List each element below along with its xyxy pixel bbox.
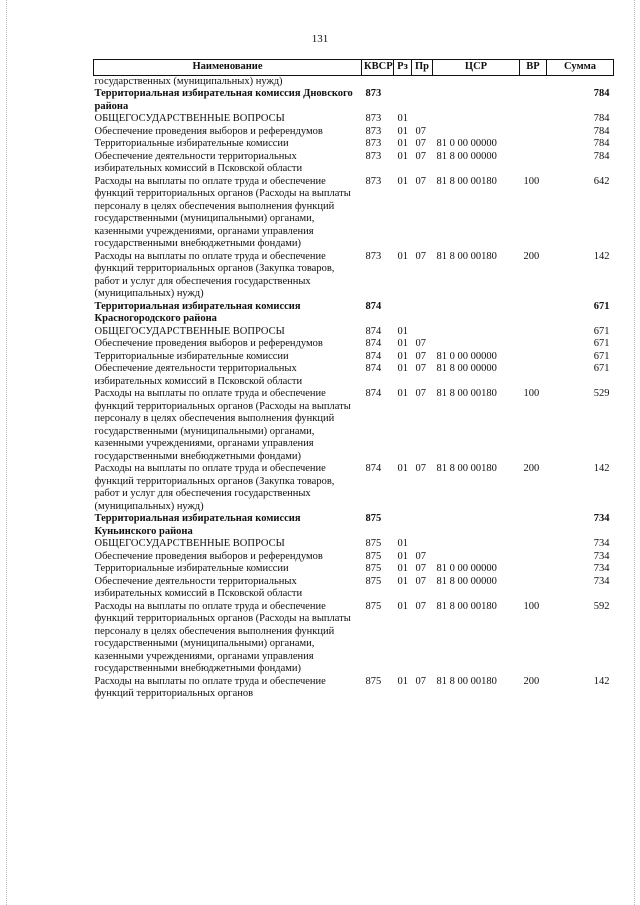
header-kvsr: КВСР xyxy=(362,60,394,76)
table-body xyxy=(94,75,614,701)
cell-sum: 784 xyxy=(593,88,610,99)
cell-vr xyxy=(520,138,547,151)
cell-sum: 529 xyxy=(593,388,610,399)
cell-csr: 81 8 00 00000 xyxy=(436,363,497,374)
header-pr: Пр xyxy=(412,60,433,76)
cell-sum: 142 xyxy=(593,675,610,687)
cell-sum: 784 xyxy=(593,125,610,137)
cell-sum: 734 xyxy=(593,575,610,587)
cell-vr xyxy=(520,563,547,576)
cell-pr: 07 xyxy=(415,175,426,187)
cell-csr: 81 8 00 00180 xyxy=(436,600,497,612)
cell-csr: 81 8 00 00180 xyxy=(436,388,497,399)
cell-vr xyxy=(520,576,547,601)
table-row xyxy=(94,463,614,513)
cell-vr: 100 xyxy=(523,175,540,187)
scan-edge-right xyxy=(634,0,636,905)
cell-kvsr: 874 xyxy=(365,463,382,474)
cell-name: государственных (муниципальных) нужд) xyxy=(94,75,283,87)
cell-sum: 734 xyxy=(593,563,610,574)
cell-pr: 07 xyxy=(415,138,426,149)
table-row xyxy=(94,75,614,88)
cell-name: Обеспечение деятельности территориальных избирательных комиссий в Псковской области xyxy=(94,363,303,387)
table-row xyxy=(94,251,614,301)
cell-pr: 07 xyxy=(415,550,426,562)
table-row xyxy=(94,513,614,538)
cell-csr: 81 8 00 00000 xyxy=(436,575,497,587)
cell-rz: 01 xyxy=(397,338,408,349)
cell-name: Территориальные избирательные комиссии xyxy=(94,350,289,362)
cell-vr xyxy=(520,75,547,88)
cell-csr xyxy=(433,126,520,139)
cell-csr: 81 0 00 00000 xyxy=(436,138,497,149)
table-row xyxy=(94,113,614,126)
cell-sum: 734 xyxy=(593,550,610,562)
cell-vr xyxy=(520,551,547,564)
cell-pr xyxy=(412,88,433,113)
cell-vr xyxy=(520,351,547,364)
cell-sum: 784 xyxy=(593,113,610,124)
cell-name: Обеспечение деятельности территориальных избирательных комиссий в Псковской области xyxy=(94,150,303,174)
cell-kvsr: 875 xyxy=(365,675,382,687)
cell-sum xyxy=(547,75,614,88)
cell-vr xyxy=(520,513,547,538)
cell-name: Расходы на выплаты по оплате труда и обеспечение функций территориальных органов (Расходы на выплаты персоналу в целях обеспечения выполнения функций государственными (муниципальными) органами, казенными учреждениями, органами управления государственными внебюджетными фондами) xyxy=(94,175,351,249)
cell-kvsr: 873 xyxy=(365,175,382,187)
cell-sum: 592 xyxy=(593,600,610,612)
cell-kvsr: 873 xyxy=(365,250,382,262)
cell-kvsr: 875 xyxy=(365,550,382,562)
header-rz: Рз xyxy=(394,60,412,76)
cell-name: Территориальные избирательные комиссии xyxy=(94,138,289,149)
cell-rz: 01 xyxy=(397,363,408,374)
cell-rz: 01 xyxy=(397,175,408,187)
page-number: 131 xyxy=(311,33,329,45)
cell-csr: 81 8 00 00180 xyxy=(436,175,497,187)
cell-name: Обеспечение проведения выборов и референдумов xyxy=(94,550,323,562)
cell-kvsr: 873 xyxy=(365,113,382,124)
cell-csr: 81 0 00 00000 xyxy=(436,563,497,574)
cell-name: Обеспечение деятельности территориальных избирательных комиссий в Псковской области xyxy=(94,575,303,599)
cell-sum: 642 xyxy=(593,175,610,187)
cell-csr xyxy=(433,338,520,351)
table-row xyxy=(94,88,614,113)
cell-pr xyxy=(412,75,433,88)
cell-pr xyxy=(412,538,433,551)
table-row xyxy=(94,151,614,176)
cell-csr: 81 8 00 00180 xyxy=(436,675,497,687)
cell-kvsr: 874 xyxy=(365,350,382,362)
cell-pr: 07 xyxy=(415,150,426,162)
table-row xyxy=(94,551,614,564)
cell-vr: 100 xyxy=(523,600,540,612)
header-vr: ВР xyxy=(520,60,547,76)
cell-pr xyxy=(412,326,433,339)
cell-kvsr: 874 xyxy=(365,363,382,374)
cell-name: ОБЩЕГОСУДАРСТВЕННЫЕ ВОПРОСЫ xyxy=(94,538,285,549)
cell-sum: 671 xyxy=(593,363,610,374)
cell-kvsr: 873 xyxy=(365,125,382,137)
table-row xyxy=(94,363,614,388)
cell-rz: 01 xyxy=(397,463,408,474)
cell-kvsr: 874 xyxy=(365,388,382,399)
cell-name: ОБЩЕГОСУДАРСТВЕННЫЕ ВОПРОСЫ xyxy=(94,325,285,337)
cell-pr: 07 xyxy=(415,338,426,349)
cell-name: ОБЩЕГОСУДАРСТВЕННЫЕ ВОПРОСЫ xyxy=(94,113,285,124)
cell-rz: 01 xyxy=(397,600,408,612)
cell-sum: 142 xyxy=(593,463,610,474)
cell-kvsr: 874 xyxy=(365,325,382,337)
cell-vr: 100 xyxy=(523,388,540,399)
header-csr: ЦСР xyxy=(433,60,520,76)
cell-pr: 07 xyxy=(415,600,426,612)
cell-csr: 81 8 00 00000 xyxy=(436,150,497,162)
cell-vr: 200 xyxy=(523,250,540,262)
table-row xyxy=(94,388,614,463)
cell-kvsr: 874 xyxy=(365,338,382,349)
cell-kvsr: 873 xyxy=(365,88,382,99)
cell-pr: 07 xyxy=(415,388,426,399)
cell-pr: 07 xyxy=(415,363,426,374)
cell-sum: 734 xyxy=(593,538,610,549)
cell-name: Расходы на выплаты по оплате труда и обеспечение функций территориальных органов (Закупка товаров, работ и услуг для обеспечения государственных (муниципальных) нужд) xyxy=(94,463,335,512)
table-row xyxy=(94,126,614,139)
cell-name: Расходы на выплаты по оплате труда и обеспечение функций территориальных органов (Расходы на выплаты персоналу в целях обеспечения выполнения функций государственными (муниципальными) органами, казенными учреждениями, органами управления государственными внебюджетными фондами) xyxy=(94,600,351,674)
cell-name: Расходы на выплаты по оплате труда и обеспечение функций территориальных органов (Расходы на выплаты персоналу в целях обеспечения выполнения функций государственными (муниципальными) органами, казенными учреждениями, органами управления государственными внебюджетными фондами) xyxy=(94,388,351,462)
cell-csr: 81 8 00 00180 xyxy=(436,463,497,474)
header-name: Наименование xyxy=(94,60,362,76)
cell-vr xyxy=(520,126,547,139)
cell-rz xyxy=(394,75,412,88)
cell-vr: 200 xyxy=(523,463,540,474)
table-row xyxy=(94,563,614,576)
cell-rz: 01 xyxy=(397,350,408,362)
cell-csr xyxy=(433,538,520,551)
cell-name: Территориальная избирательная комиссия Дновского района xyxy=(94,88,353,112)
cell-rz: 01 xyxy=(397,538,408,549)
cell-kvsr xyxy=(362,75,394,88)
cell-rz: 01 xyxy=(397,138,408,149)
cell-kvsr: 875 xyxy=(365,513,382,524)
cell-vr xyxy=(520,326,547,339)
cell-sum: 671 xyxy=(593,350,610,362)
cell-rz xyxy=(394,301,412,326)
cell-sum: 784 xyxy=(593,138,610,149)
cell-vr xyxy=(520,338,547,351)
cell-csr xyxy=(433,513,520,538)
cell-rz: 01 xyxy=(397,388,408,399)
cell-vr: 200 xyxy=(523,675,540,687)
table-row xyxy=(94,301,614,326)
cell-vr xyxy=(520,301,547,326)
cell-pr: 07 xyxy=(415,575,426,587)
cell-kvsr: 875 xyxy=(365,538,382,549)
table-row xyxy=(94,601,614,676)
cell-pr: 07 xyxy=(415,675,426,687)
cell-name: Расходы на выплаты по оплате труда и обеспечение функций территориальных органов (Закупка товаров, работ и услуг для обеспечения государственных (муниципальных) нужд) xyxy=(94,250,335,299)
table-row xyxy=(94,338,614,351)
cell-pr xyxy=(412,513,433,538)
cell-sum: 671 xyxy=(593,338,610,349)
cell-csr: 81 8 00 00180 xyxy=(436,250,497,262)
table-row xyxy=(94,538,614,551)
cell-name: Обеспечение проведения выборов и референдумов xyxy=(94,338,323,349)
cell-sum: 784 xyxy=(593,150,610,162)
table-row xyxy=(94,326,614,339)
cell-kvsr: 874 xyxy=(365,300,382,312)
cell-pr: 07 xyxy=(415,563,426,574)
cell-vr xyxy=(520,151,547,176)
cell-sum: 142 xyxy=(593,250,610,262)
cell-rz: 01 xyxy=(397,575,408,587)
cell-pr: 07 xyxy=(415,250,426,262)
cell-sum: 671 xyxy=(593,300,610,312)
cell-name: Территориальные избирательные комиссии xyxy=(94,563,289,574)
cell-csr xyxy=(433,75,520,88)
cell-name: Расходы на выплаты по оплате труда и обеспечение функций территориальных органов xyxy=(94,675,326,699)
cell-rz: 01 xyxy=(397,550,408,562)
cell-pr: 07 xyxy=(415,463,426,474)
cell-rz: 01 xyxy=(397,150,408,162)
table-row xyxy=(94,676,614,701)
cell-vr xyxy=(520,88,547,113)
table-row xyxy=(94,138,614,151)
table-header-row xyxy=(94,60,614,76)
cell-vr xyxy=(520,538,547,551)
cell-kvsr: 875 xyxy=(365,575,382,587)
cell-rz: 01 xyxy=(397,250,408,262)
cell-csr xyxy=(433,301,520,326)
cell-kvsr: 875 xyxy=(365,563,382,574)
table-row xyxy=(94,576,614,601)
cell-kvsr: 873 xyxy=(365,150,382,162)
budget-table xyxy=(93,59,614,701)
cell-rz: 01 xyxy=(397,675,408,687)
cell-vr xyxy=(520,113,547,126)
cell-kvsr: 873 xyxy=(365,138,382,149)
cell-sum: 734 xyxy=(593,513,610,524)
table-row xyxy=(94,176,614,251)
cell-rz: 01 xyxy=(397,113,408,124)
cell-csr xyxy=(433,551,520,564)
cell-rz: 01 xyxy=(397,125,408,137)
scan-edge-left xyxy=(6,0,8,905)
cell-pr xyxy=(412,113,433,126)
cell-csr xyxy=(433,113,520,126)
cell-rz xyxy=(394,513,412,538)
cell-kvsr: 875 xyxy=(365,600,382,612)
cell-sum: 671 xyxy=(593,325,610,337)
cell-name: Территориальная избирательная комиссия Красногородского района xyxy=(94,300,301,324)
cell-pr: 07 xyxy=(415,125,426,137)
cell-name: Обеспечение проведения выборов и референдумов xyxy=(94,125,323,137)
cell-csr xyxy=(433,88,520,113)
table-row xyxy=(94,351,614,364)
cell-csr: 81 0 00 00000 xyxy=(436,350,497,362)
cell-rz: 01 xyxy=(397,325,408,337)
cell-vr xyxy=(520,363,547,388)
header-sum: Сумма xyxy=(547,60,614,76)
cell-pr xyxy=(412,301,433,326)
cell-pr: 07 xyxy=(415,350,426,362)
cell-csr xyxy=(433,326,520,339)
cell-name: Территориальная избирательная комиссия Куньинского района xyxy=(94,513,301,537)
cell-rz: 01 xyxy=(397,563,408,574)
cell-rz xyxy=(394,88,412,113)
